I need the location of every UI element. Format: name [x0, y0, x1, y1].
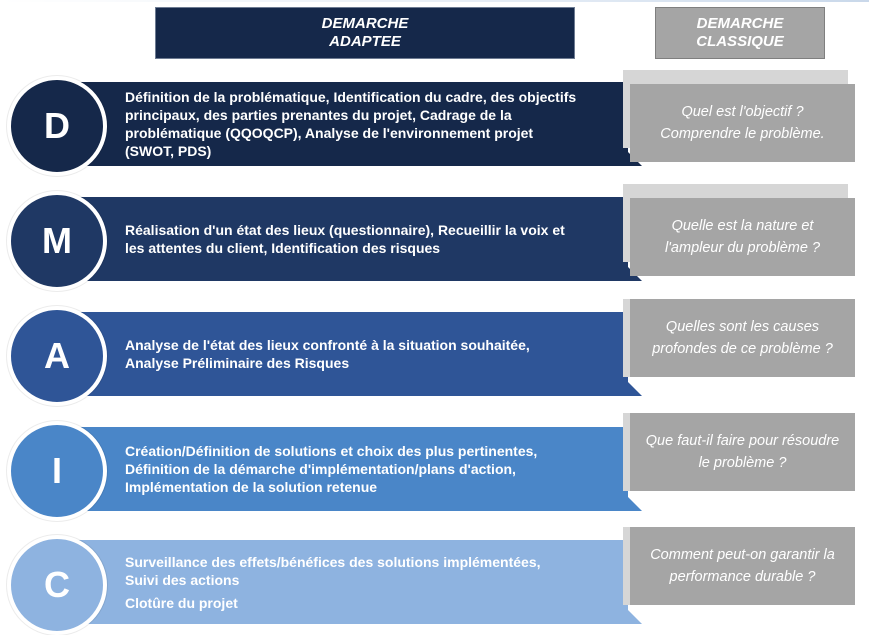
step-c-question-box: [630, 527, 855, 605]
step-d-question-line1: Quel est l'objectif ?: [681, 104, 804, 120]
step-i-question-box: [630, 413, 855, 491]
step-d-line2: principaux, des parties prenantes du projet, Cadrage de la: [125, 107, 512, 123]
step-a-question-line1: Quelles sont les causes: [665, 319, 820, 335]
step-m-letter: M: [42, 220, 72, 261]
step-a-question-box: [630, 299, 855, 377]
header-adaptee-line1: DEMARCHE: [321, 15, 409, 32]
header-classique-line1: DEMARCHE: [696, 15, 784, 32]
step-c-line1: Surveillance des effets/bénéfices des solutions implémentées,: [125, 553, 541, 570]
step-m-line1: Réalisation d'un état des lieux (questionnaire), Recueillir la voix et: [125, 222, 565, 238]
header-demarche-classique: [655, 7, 825, 59]
step-a-letter: A: [44, 335, 70, 376]
step-d-description-bar: [62, 82, 628, 166]
step-d-letter: D: [44, 105, 70, 146]
step-d-line3: problématique (QQOQCP), Analyse de l'environnement projet: [125, 125, 534, 141]
step-c-question-line2: performance durable ?: [669, 569, 816, 585]
step-a-letter-circle: [7, 306, 107, 406]
step-i-line3: Implémentation de la solution retenue: [125, 479, 378, 495]
header-classique-line2: CLASSIQUE: [696, 33, 784, 50]
step-c-bar-corner: [628, 610, 642, 624]
step-d-question-box: [630, 84, 855, 162]
step-i-line1: Création/Définition de solutions et choix des plus pertinentes,: [125, 443, 538, 459]
step-m-letter-circle: [7, 191, 107, 291]
step-d-line4: (SWOT, PDS): [125, 143, 212, 159]
step-d-question-line2: Comprendre le problème.: [660, 126, 825, 142]
step-i-question-line2: le problème ?: [698, 455, 787, 471]
step-m-line2: les attentes du client, Identification des risques: [125, 240, 441, 256]
step-a-line1: Analyse de l'état des lieux confronté à la situation souhaitée,: [125, 337, 530, 353]
header-adaptee-line2: ADAPTEE: [329, 33, 401, 50]
step-i-description-bar: [62, 427, 628, 511]
step-i-letter: I: [51, 450, 62, 491]
step-m-question-line1: Quelle est la nature et: [671, 218, 814, 234]
step-m-question-line2: l'ampleur du problème ?: [664, 240, 821, 256]
step-m-description-bar: [62, 197, 628, 281]
step-c-question-line1: Comment peut-on garantir la: [650, 547, 835, 563]
step-i-bar-corner: [628, 497, 642, 511]
step-c-letter-circle: [7, 535, 107, 635]
header-demarche-adaptee: [155, 7, 575, 59]
step-c-line3: Clotûre du projet: [125, 594, 238, 611]
step-d-line1: Définition de la problématique, Identification du cadre, des objectifs: [125, 89, 577, 105]
step-i-question-line1: Que faut-il faire pour résoudre: [645, 433, 840, 449]
step-c-letter: C: [44, 564, 70, 605]
step-a-question-line2: profondes de ce problème ?: [652, 341, 833, 357]
step-c-description-bar: [62, 540, 628, 624]
step-i-line2: Définition de la démarche d'implémentation/plans d'action,: [125, 461, 516, 477]
step-c-line2: Suivi des actions: [125, 571, 240, 588]
step-d-letter-circle: [7, 76, 107, 176]
top-divider: [0, 0, 869, 2]
step-m-question-box: [630, 198, 855, 276]
step-a-bar-corner: [628, 382, 642, 396]
step-a-line2: Analyse Préliminaire des Risques: [125, 355, 350, 371]
step-a-description-bar: [62, 312, 628, 396]
step-i-letter-circle: [7, 421, 107, 521]
